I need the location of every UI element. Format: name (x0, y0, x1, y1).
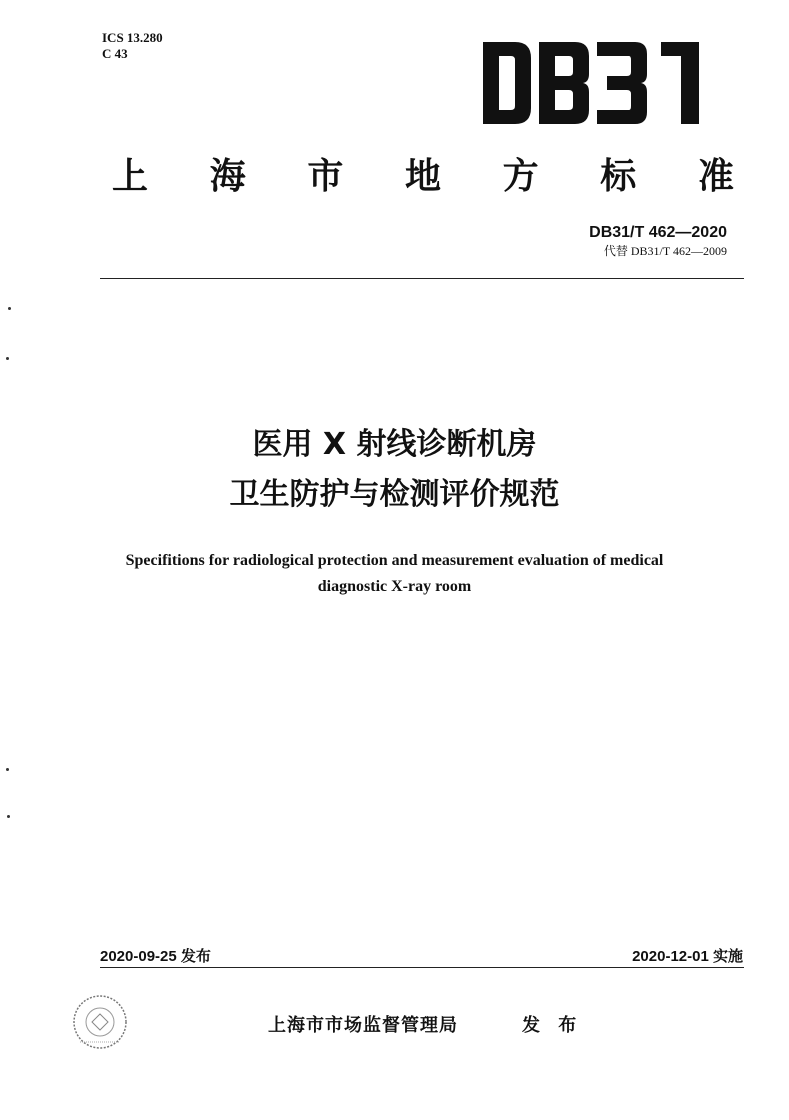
title-en-line2: diagnostic X-ray room (317, 578, 472, 595)
standard-type-char: 海 (209, 156, 246, 197)
implementation-date: 2020-12-01 实施 (632, 948, 743, 965)
publish-label: 发 布 (522, 1015, 583, 1036)
title-en-line1: Specifitions for radiological protection and measurement evaluation of medical (125, 552, 664, 569)
standard-number-block (589, 223, 727, 259)
scan-speck (7, 815, 10, 818)
standard-type-char: 市 (307, 156, 344, 197)
official-seal-icon (70, 992, 130, 1052)
standard-number: DB31/T 462—2020 (589, 224, 727, 241)
scan-speck (8, 307, 11, 310)
standard-type-char: 上 (112, 156, 149, 197)
standard-type-char: 标 (600, 156, 637, 197)
db31-logo (481, 40, 703, 126)
standard-type (112, 148, 734, 199)
ccs-code: C 43 (102, 46, 128, 61)
replaced-standard: 代替 DB31/T 462—2009 (603, 244, 727, 258)
header-divider (100, 278, 744, 279)
scan-speck (6, 768, 9, 771)
footer-divider (100, 967, 744, 968)
classification-codes (102, 30, 163, 62)
issue-date: 2020-09-25 发布 (100, 948, 211, 965)
ics-code: ICS 13.280 (102, 30, 163, 45)
standard-type-char: 地 (404, 156, 441, 197)
title-cn-line2: 卫生防护与检测评价规范 (229, 477, 560, 512)
scan-speck (6, 357, 9, 360)
standard-type-char: 方 (502, 156, 539, 197)
title-cn-line1: 医用 X 射线诊断机房 (252, 427, 537, 462)
standard-type-char: 准 (697, 156, 734, 197)
publisher-name: 上海市市场监督管理局 (268, 1015, 458, 1036)
